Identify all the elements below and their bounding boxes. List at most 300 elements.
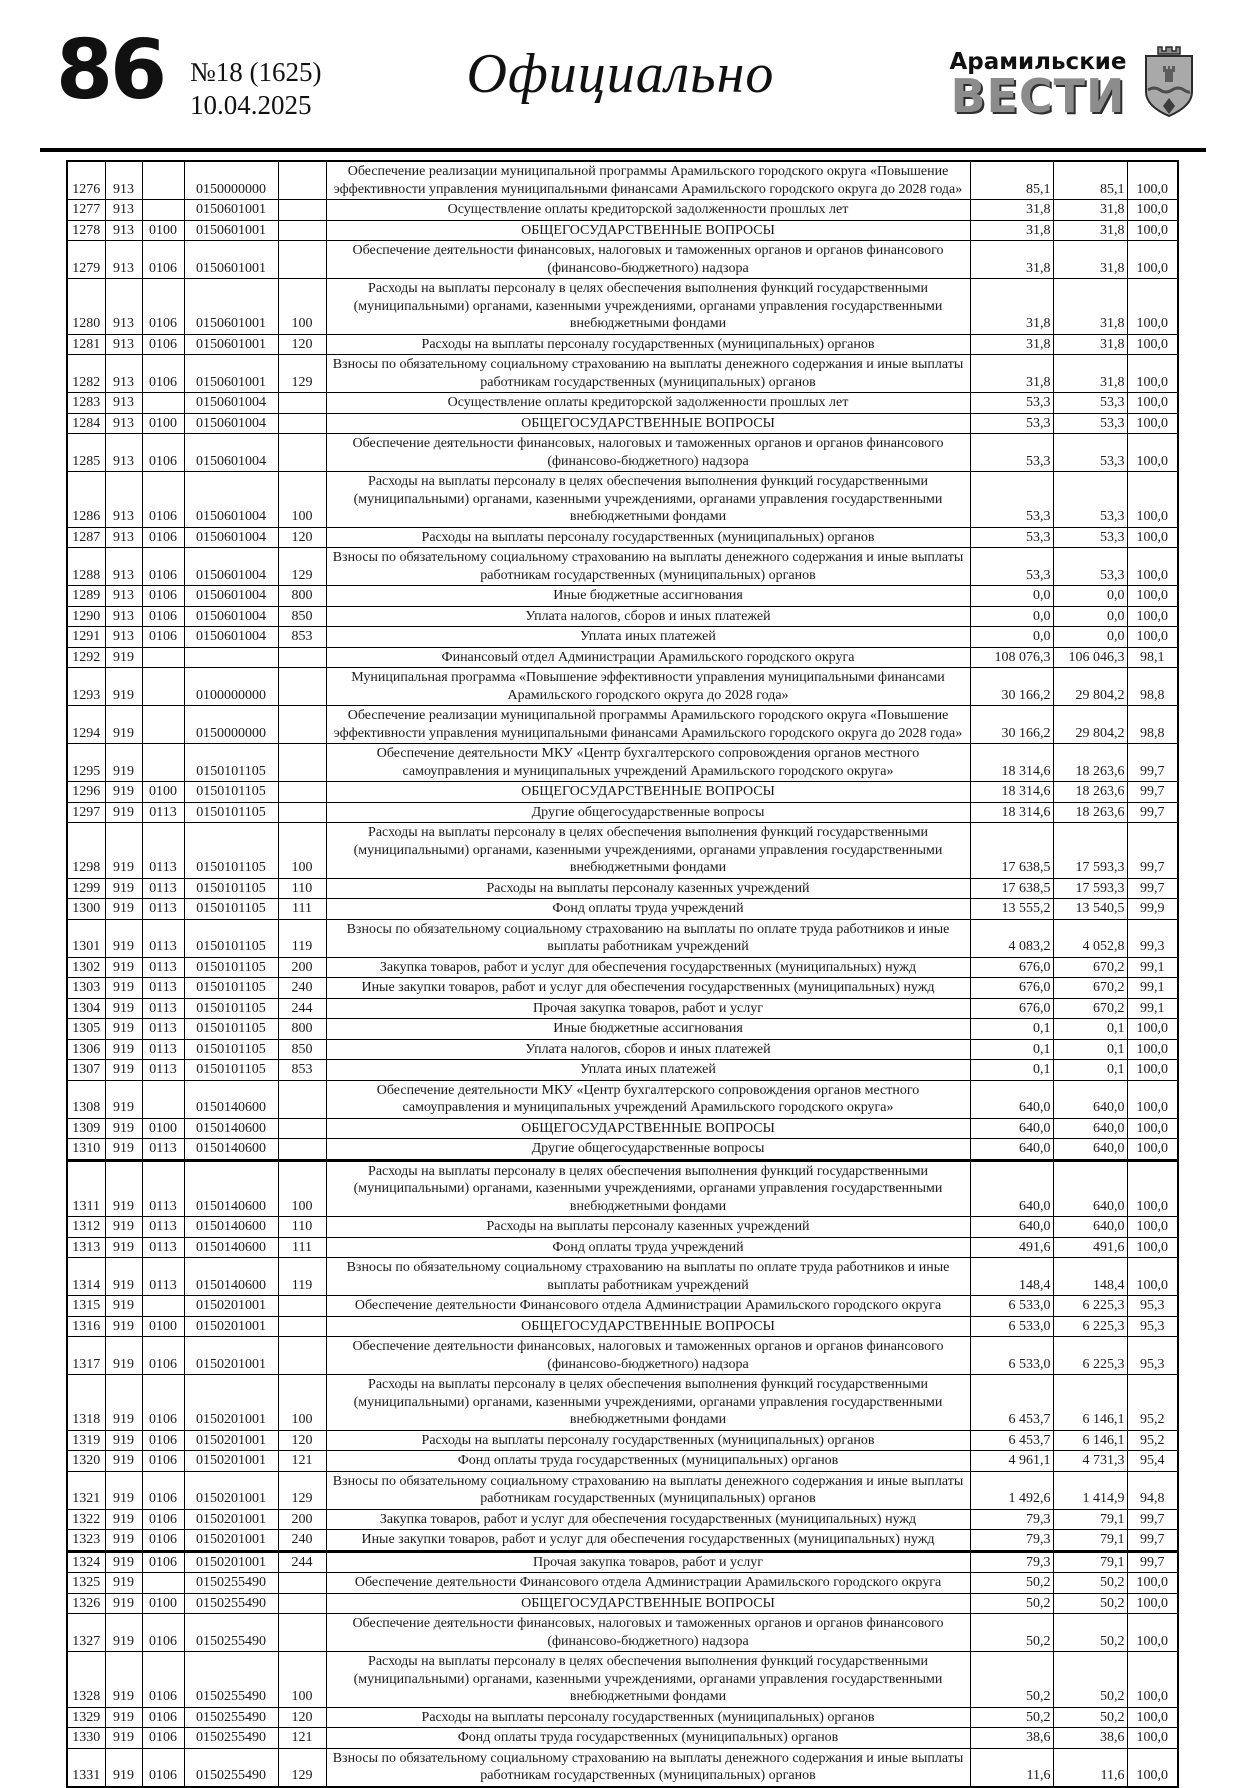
cell-expense-type <box>278 200 326 221</box>
cell-expense-type <box>278 241 326 279</box>
cell-line-number: 1314 <box>67 1258 105 1296</box>
table-row <box>67 878 1178 899</box>
table-row <box>67 1118 1178 1139</box>
cell-executed-amount: 0,1 <box>1053 1019 1127 1040</box>
table-row <box>67 586 1178 607</box>
cell-grbs-code: 913 <box>105 627 142 648</box>
cell-approved-amount: 53,3 <box>970 548 1053 586</box>
cell-section-code: 0113 <box>142 802 184 823</box>
cell-line-number: 1329 <box>67 1707 105 1728</box>
cell-program-code: 0150140600 <box>184 1217 278 1238</box>
cell-approved-amount: 0,1 <box>970 1060 1053 1081</box>
cell-grbs-code: 919 <box>105 782 142 803</box>
cell-section-code <box>142 1573 184 1594</box>
cell-execution-percent: 100,0 <box>1127 279 1178 335</box>
cell-grbs-code: 913 <box>105 161 142 200</box>
cell-expense-name: Взносы по обязательному социальному страхованию на выплаты денежного содержания и иные выплаты работникам государственных (муниципальных) органов <box>326 1471 970 1509</box>
table-row <box>67 1593 1178 1614</box>
cell-execution-percent: 95,2 <box>1127 1375 1178 1431</box>
cell-section-code: 0106 <box>142 548 184 586</box>
cell-line-number: 1283 <box>67 393 105 414</box>
cell-line-number: 1284 <box>67 413 105 434</box>
cell-program-code: 0150101105 <box>184 899 278 920</box>
cell-approved-amount: 0,0 <box>970 606 1053 627</box>
cell-program-code: 0150101105 <box>184 1060 278 1081</box>
cell-approved-amount: 640,0 <box>970 1160 1053 1217</box>
cell-approved-amount: 30 166,2 <box>970 668 1053 706</box>
cell-expense-type <box>278 1316 326 1337</box>
cell-executed-amount: 148,4 <box>1053 1258 1127 1296</box>
cell-line-number: 1305 <box>67 1019 105 1040</box>
cell-expense-type <box>278 744 326 782</box>
cell-program-code: 0150140600 <box>184 1080 278 1118</box>
cell-approved-amount: 0,0 <box>970 586 1053 607</box>
cell-executed-amount: 4 052,8 <box>1053 919 1127 957</box>
cell-expense-name: Другие общегосударственные вопросы <box>326 802 970 823</box>
cell-expense-type <box>278 1614 326 1652</box>
cell-expense-type <box>278 393 326 414</box>
cell-expense-name: Расходы на выплаты персоналу государственных (муниципальных) органов <box>326 1707 970 1728</box>
cell-line-number: 1328 <box>67 1652 105 1708</box>
cell-section-code: 0106 <box>142 1471 184 1509</box>
cell-program-code: 0150601004 <box>184 472 278 528</box>
cell-execution-percent: 100,0 <box>1127 1258 1178 1296</box>
cell-program-code: 0150201001 <box>184 1430 278 1451</box>
cell-grbs-code: 919 <box>105 1728 142 1749</box>
table-row <box>67 1080 1178 1118</box>
cell-grbs-code: 913 <box>105 393 142 414</box>
cell-expense-type <box>278 413 326 434</box>
cell-grbs-code: 919 <box>105 1652 142 1708</box>
cell-program-code: 0150201001 <box>184 1451 278 1472</box>
cell-section-code: 0106 <box>142 355 184 393</box>
cell-expense-type: 129 <box>278 1748 326 1787</box>
cell-approved-amount: 31,8 <box>970 334 1053 355</box>
table-row <box>67 744 1178 782</box>
cell-section-code: 0113 <box>142 957 184 978</box>
cell-program-code: 0150601001 <box>184 220 278 241</box>
cell-program-code: 0150601004 <box>184 434 278 472</box>
cell-execution-percent: 99,7 <box>1127 802 1178 823</box>
cell-section-code: 0106 <box>142 1728 184 1749</box>
table-row <box>67 823 1178 879</box>
cell-expense-name: Уплата иных платежей <box>326 1060 970 1081</box>
cell-program-code: 0150101105 <box>184 823 278 879</box>
cell-line-number: 1286 <box>67 472 105 528</box>
cell-expense-type <box>278 161 326 200</box>
cell-program-code: 0150101105 <box>184 782 278 803</box>
cell-executed-amount: 31,8 <box>1053 334 1127 355</box>
table-row <box>67 1652 1178 1708</box>
cell-section-code <box>142 161 184 200</box>
table-row <box>67 355 1178 393</box>
cell-grbs-code: 919 <box>105 998 142 1019</box>
cell-approved-amount: 491,6 <box>970 1237 1053 1258</box>
cell-approved-amount: 640,0 <box>970 1118 1053 1139</box>
cell-section-code <box>142 393 184 414</box>
cell-grbs-code: 919 <box>105 878 142 899</box>
cell-approved-amount: 53,3 <box>970 472 1053 528</box>
cell-expense-type: 120 <box>278 1430 326 1451</box>
cell-execution-percent: 100,0 <box>1127 527 1178 548</box>
cell-expense-type <box>278 706 326 744</box>
table-row <box>67 1728 1178 1749</box>
cell-expense-name: Обеспечение деятельности финансовых, налоговых и таможенных органов и органов финансового (финансово-бюджетного) надзора <box>326 1337 970 1375</box>
cell-program-code: 0150601004 <box>184 393 278 414</box>
cell-approved-amount: 6 533,0 <box>970 1296 1053 1317</box>
cell-execution-percent: 100,0 <box>1127 627 1178 648</box>
cell-executed-amount: 640,0 <box>1053 1160 1127 1217</box>
cell-approved-amount: 676,0 <box>970 957 1053 978</box>
cell-approved-amount: 640,0 <box>970 1080 1053 1118</box>
cell-expense-name: Обеспечение деятельности финансовых, налоговых и таможенных органов и органов финансового (финансово-бюджетного) надзора <box>326 1614 970 1652</box>
brand-name-bottom: ВЕСТИ <box>950 69 1126 123</box>
cell-expense-name: ОБЩЕГОСУДАРСТВЕННЫЕ ВОПРОСЫ <box>326 1118 970 1139</box>
cell-program-code: 0150101105 <box>184 998 278 1019</box>
cell-executed-amount: 29 804,2 <box>1053 706 1127 744</box>
cell-line-number: 1311 <box>67 1160 105 1217</box>
cell-line-number: 1309 <box>67 1118 105 1139</box>
cell-section-code: 0106 <box>142 334 184 355</box>
table-row <box>67 1160 1178 1217</box>
cell-grbs-code: 919 <box>105 1039 142 1060</box>
cell-section-code: 0113 <box>142 1039 184 1060</box>
cell-section-code <box>142 200 184 221</box>
cell-expense-type: 850 <box>278 606 326 627</box>
cell-section-code <box>142 647 184 668</box>
cell-section-code: 0113 <box>142 1237 184 1258</box>
cell-execution-percent: 100,0 <box>1127 241 1178 279</box>
cell-expense-type: 100 <box>278 472 326 528</box>
cell-execution-percent: 100,0 <box>1127 1593 1178 1614</box>
cell-section-code: 0113 <box>142 878 184 899</box>
cell-grbs-code: 913 <box>105 413 142 434</box>
cell-section-code: 0106 <box>142 1530 184 1552</box>
cell-program-code: 0150201001 <box>184 1337 278 1375</box>
cell-execution-percent: 100,0 <box>1127 334 1178 355</box>
cell-section-code <box>142 1296 184 1317</box>
cell-line-number: 1324 <box>67 1551 105 1573</box>
issue-date: 10.04.2025 <box>190 90 312 120</box>
cell-grbs-code: 919 <box>105 957 142 978</box>
cell-expense-type: 850 <box>278 1039 326 1060</box>
cell-grbs-code: 919 <box>105 1296 142 1317</box>
table-row <box>67 899 1178 920</box>
table-row <box>67 919 1178 957</box>
budget-execution-table <box>66 160 1179 1788</box>
cell-line-number: 1300 <box>67 899 105 920</box>
cell-execution-percent: 100,0 <box>1127 1118 1178 1139</box>
cell-executed-amount: 11,6 <box>1053 1748 1127 1787</box>
cell-expense-type <box>278 1573 326 1594</box>
cell-section-code: 0106 <box>142 1451 184 1472</box>
cell-expense-type: 110 <box>278 1217 326 1238</box>
cell-expense-type <box>278 1139 326 1161</box>
cell-executed-amount: 6 146,1 <box>1053 1375 1127 1431</box>
cell-expense-name: Обеспечение деятельности финансовых, налоговых и таможенных органов и органов финансового (финансово-бюджетного) надзора <box>326 241 970 279</box>
cell-program-code: 0150601004 <box>184 606 278 627</box>
cell-expense-name: Обеспечение деятельности Финансового отдела Администрации Арамильского городского округа <box>326 1296 970 1317</box>
table-row <box>67 548 1178 586</box>
cell-grbs-code: 919 <box>105 1471 142 1509</box>
cell-executed-amount: 79,1 <box>1053 1509 1127 1530</box>
cell-grbs-code: 919 <box>105 919 142 957</box>
table-row <box>67 1237 1178 1258</box>
cell-executed-amount: 17 593,3 <box>1053 823 1127 879</box>
cell-section-code: 0106 <box>142 1509 184 1530</box>
cell-approved-amount: 18 314,6 <box>970 802 1053 823</box>
cell-section-code: 0113 <box>142 1160 184 1217</box>
cell-execution-percent: 100,0 <box>1127 1728 1178 1749</box>
cell-executed-amount: 31,8 <box>1053 279 1127 335</box>
cell-executed-amount: 31,8 <box>1053 241 1127 279</box>
cell-program-code: 0150101105 <box>184 1039 278 1060</box>
cell-execution-percent: 95,4 <box>1127 1451 1178 1472</box>
cell-section-code: 0106 <box>142 279 184 335</box>
cell-grbs-code: 919 <box>105 1060 142 1081</box>
cell-program-code: 0150255490 <box>184 1707 278 1728</box>
table-row <box>67 1707 1178 1728</box>
cell-executed-amount: 0,0 <box>1053 586 1127 607</box>
cell-approved-amount: 17 638,5 <box>970 823 1053 879</box>
cell-expense-type: 100 <box>278 1375 326 1431</box>
cell-section-code: 0106 <box>142 1375 184 1431</box>
cell-expense-type: 111 <box>278 899 326 920</box>
cell-expense-name: Расходы на выплаты персоналу в целях обеспечения выполнения функций государственными (муниципальными) органами, казенными учреждениями, органами управления государственными внебюджетными фондами <box>326 472 970 528</box>
cell-section-code <box>142 706 184 744</box>
cell-approved-amount: 53,3 <box>970 413 1053 434</box>
table-row <box>67 220 1178 241</box>
cell-expense-name: Расходы на выплаты персоналу в целях обеспечения выполнения функций государственными (муниципальными) органами, казенными учреждениями, органами управления государственными внебюджетными фондами <box>326 1652 970 1708</box>
cell-expense-type <box>278 1296 326 1317</box>
cell-expense-type: 100 <box>278 279 326 335</box>
cell-execution-percent: 99,7 <box>1127 782 1178 803</box>
cell-program-code: 0150201001 <box>184 1375 278 1431</box>
table-row <box>67 1139 1178 1161</box>
cell-approved-amount: 4 083,2 <box>970 919 1053 957</box>
cell-expense-type: 100 <box>278 823 326 879</box>
cell-line-number: 1277 <box>67 200 105 221</box>
cell-expense-name: Уплата налогов, сборов и иных платежей <box>326 1039 970 1060</box>
cell-grbs-code: 919 <box>105 1614 142 1652</box>
cell-line-number: 1317 <box>67 1337 105 1375</box>
cell-expense-type <box>278 802 326 823</box>
cell-execution-percent: 100,0 <box>1127 1039 1178 1060</box>
page-number: 86 <box>56 23 165 118</box>
cell-approved-amount: 6 453,7 <box>970 1430 1053 1451</box>
cell-grbs-code: 919 <box>105 1080 142 1118</box>
cell-section-code: 0106 <box>142 1652 184 1708</box>
cell-approved-amount: 38,6 <box>970 1728 1053 1749</box>
cell-approved-amount: 53,3 <box>970 434 1053 472</box>
cell-grbs-code: 919 <box>105 1593 142 1614</box>
cell-expense-type: 129 <box>278 1471 326 1509</box>
cell-expense-type: 244 <box>278 998 326 1019</box>
table-row <box>67 706 1178 744</box>
cell-grbs-code: 913 <box>105 606 142 627</box>
cell-expense-name: Уплата налогов, сборов и иных платежей <box>326 606 970 627</box>
table-row <box>67 957 1178 978</box>
cell-execution-percent: 99,7 <box>1127 1509 1178 1530</box>
cell-program-code: 0150601001 <box>184 334 278 355</box>
brand-name-top: Арамильские <box>949 49 1127 75</box>
cell-expense-name: Обеспечение реализации муниципальной программы Арамильского городского округа «Повышение эффективности управления муниципальными финансами Арамильского городского округа до 2028 года» <box>326 161 970 200</box>
table-row <box>67 1430 1178 1451</box>
cell-approved-amount: 676,0 <box>970 998 1053 1019</box>
section-title: Официально <box>466 43 775 105</box>
cell-expense-name: Иные бюджетные ассигнования <box>326 586 970 607</box>
table-row <box>67 1316 1178 1337</box>
cell-grbs-code: 919 <box>105 1509 142 1530</box>
cell-expense-type: 121 <box>278 1451 326 1472</box>
cell-approved-amount: 6 533,0 <box>970 1316 1053 1337</box>
cell-section-code: 0113 <box>142 978 184 999</box>
cell-approved-amount: 6 453,7 <box>970 1375 1053 1431</box>
city-coat-of-arms-icon <box>1140 42 1198 123</box>
cell-executed-amount: 31,8 <box>1053 220 1127 241</box>
cell-expense-type: 853 <box>278 1060 326 1081</box>
cell-expense-type: 800 <box>278 586 326 607</box>
cell-execution-percent: 100,0 <box>1127 161 1178 200</box>
cell-expense-name: Обеспечение реализации муниципальной программы Арамильского городского округа «Повышение эффективности управления муниципальными финансами Арамильского городского округа до 2028 года» <box>326 706 970 744</box>
cell-program-code: 0150101105 <box>184 802 278 823</box>
cell-program-code: 0150101105 <box>184 1019 278 1040</box>
cell-approved-amount: 53,3 <box>970 393 1053 414</box>
cell-line-number: 1282 <box>67 355 105 393</box>
cell-executed-amount: 640,0 <box>1053 1118 1127 1139</box>
cell-expense-type <box>278 1118 326 1139</box>
cell-grbs-code: 913 <box>105 434 142 472</box>
cell-expense-type <box>278 1080 326 1118</box>
cell-expense-type: 120 <box>278 334 326 355</box>
cell-section-code: 0106 <box>142 434 184 472</box>
cell-approved-amount: 148,4 <box>970 1258 1053 1296</box>
cell-executed-amount: 50,2 <box>1053 1614 1127 1652</box>
cell-approved-amount: 79,3 <box>970 1509 1053 1530</box>
table-row <box>67 978 1178 999</box>
cell-executed-amount: 6 225,3 <box>1053 1316 1127 1337</box>
cell-expense-name: Обеспечение деятельности финансовых, налоговых и таможенных органов и органов финансового (финансово-бюджетного) надзора <box>326 434 970 472</box>
table-row <box>67 1509 1178 1530</box>
cell-program-code: 0150255490 <box>184 1573 278 1594</box>
cell-program-code: 0150601001 <box>184 279 278 335</box>
cell-expense-type: 200 <box>278 957 326 978</box>
cell-execution-percent: 99,7 <box>1127 878 1178 899</box>
cell-line-number: 1297 <box>67 802 105 823</box>
cell-expense-name: Иные закупки товаров, работ и услуг для обеспечения государственных (муниципальных) нужд <box>326 978 970 999</box>
cell-line-number: 1293 <box>67 668 105 706</box>
cell-executed-amount: 106 046,3 <box>1053 647 1127 668</box>
cell-executed-amount: 79,1 <box>1053 1551 1127 1573</box>
cell-grbs-code: 913 <box>105 586 142 607</box>
cell-grbs-code: 919 <box>105 802 142 823</box>
cell-section-code: 0100 <box>142 220 184 241</box>
cell-program-code: 0150601004 <box>184 548 278 586</box>
cell-execution-percent: 99,1 <box>1127 998 1178 1019</box>
cell-execution-percent: 100,0 <box>1127 1614 1178 1652</box>
cell-execution-percent: 100,0 <box>1127 1217 1178 1238</box>
cell-grbs-code: 919 <box>105 706 142 744</box>
cell-executed-amount: 31,8 <box>1053 200 1127 221</box>
table-row <box>67 1375 1178 1431</box>
cell-line-number: 1280 <box>67 279 105 335</box>
cell-line-number: 1325 <box>67 1573 105 1594</box>
cell-grbs-code: 919 <box>105 1160 142 1217</box>
table-row <box>67 1258 1178 1296</box>
cell-expense-name: Фонд оплаты труда учреждений <box>326 1237 970 1258</box>
table-row <box>67 627 1178 648</box>
cell-section-code: 0106 <box>142 1707 184 1728</box>
cell-approved-amount: 676,0 <box>970 978 1053 999</box>
cell-approved-amount: 0,0 <box>970 627 1053 648</box>
cell-execution-percent: 98,8 <box>1127 706 1178 744</box>
table-row <box>67 998 1178 1019</box>
cell-expense-type: 100 <box>278 1160 326 1217</box>
cell-approved-amount: 50,2 <box>970 1652 1053 1708</box>
table-row <box>67 1039 1178 1060</box>
cell-executed-amount: 6 146,1 <box>1053 1430 1127 1451</box>
cell-approved-amount: 18 314,6 <box>970 782 1053 803</box>
cell-expense-name: Взносы по обязательному социальному страхованию на выплаты денежного содержания и иные выплаты работникам государственных (муниципальных) органов <box>326 548 970 586</box>
cell-grbs-code: 919 <box>105 1258 142 1296</box>
cell-expense-type <box>278 220 326 241</box>
cell-expense-type: 240 <box>278 1530 326 1552</box>
cell-execution-percent: 100,0 <box>1127 413 1178 434</box>
cell-program-code: 0150101105 <box>184 978 278 999</box>
cell-executed-amount: 17 593,3 <box>1053 878 1127 899</box>
cell-grbs-code: 919 <box>105 1217 142 1238</box>
cell-program-code: 0150201001 <box>184 1551 278 1573</box>
cell-program-code: 0150601004 <box>184 413 278 434</box>
cell-section-code: 0113 <box>142 1217 184 1238</box>
cell-executed-amount: 6 225,3 <box>1053 1296 1127 1317</box>
cell-expense-type <box>278 434 326 472</box>
cell-expense-name: Фонд оплаты труда государственных (муниципальных) органов <box>326 1451 970 1472</box>
cell-execution-percent: 100,0 <box>1127 355 1178 393</box>
table-row <box>67 393 1178 414</box>
cell-program-code: 0150201001 <box>184 1530 278 1552</box>
cell-approved-amount: 0,1 <box>970 1039 1053 1060</box>
cell-line-number: 1304 <box>67 998 105 1019</box>
cell-executed-amount: 0,0 <box>1053 627 1127 648</box>
cell-execution-percent: 99,1 <box>1127 978 1178 999</box>
cell-executed-amount: 640,0 <box>1053 1080 1127 1118</box>
cell-grbs-code: 913 <box>105 548 142 586</box>
table-row <box>67 1019 1178 1040</box>
cell-line-number: 1296 <box>67 782 105 803</box>
table-row <box>67 434 1178 472</box>
table-row <box>67 527 1178 548</box>
cell-expense-type: 120 <box>278 1707 326 1728</box>
cell-program-code <box>184 647 278 668</box>
cell-approved-amount: 50,2 <box>970 1573 1053 1594</box>
cell-grbs-code: 919 <box>105 1748 142 1787</box>
cell-program-code: 0150140600 <box>184 1258 278 1296</box>
cell-grbs-code: 913 <box>105 334 142 355</box>
cell-executed-amount: 0,0 <box>1053 606 1127 627</box>
cell-executed-amount: 85,1 <box>1053 161 1127 200</box>
cell-expense-name: Осуществление оплаты кредиторской задолженности прошлых лет <box>326 200 970 221</box>
cell-line-number: 1291 <box>67 627 105 648</box>
table-row <box>67 413 1178 434</box>
cell-line-number: 1310 <box>67 1139 105 1161</box>
cell-executed-amount: 53,3 <box>1053 548 1127 586</box>
cell-execution-percent: 99,3 <box>1127 919 1178 957</box>
cell-executed-amount: 53,3 <box>1053 472 1127 528</box>
cell-executed-amount: 53,3 <box>1053 527 1127 548</box>
cell-expense-type: 129 <box>278 355 326 393</box>
cell-expense-type: 200 <box>278 1509 326 1530</box>
